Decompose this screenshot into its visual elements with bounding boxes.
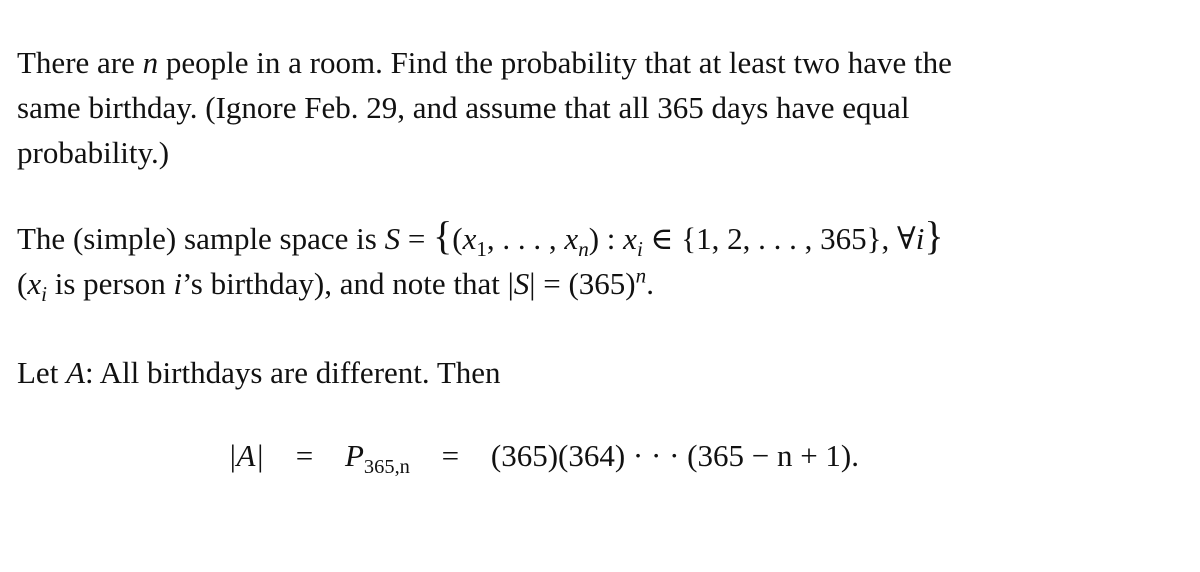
variable-n: n [142, 45, 159, 80]
problem-line-1-b: people in a room. Find the probability that at least two have the [165, 45, 952, 80]
line2-period: . [646, 266, 654, 301]
line2-text-a: is person [54, 266, 166, 301]
open-brace: { [433, 213, 453, 258]
equation-lhs: |A| [228, 438, 264, 473]
line2-variable-S: S [513, 266, 530, 301]
problem-line-1 [17, 45, 952, 80]
event-lead: Let [17, 355, 59, 390]
close-brace: } [924, 213, 944, 258]
tuple-sub-n: n [578, 237, 589, 262]
forall-symbol: ∀ [897, 221, 916, 256]
tuple-dots: , . . . , [486, 221, 557, 256]
line2-xi-sub: i [41, 282, 47, 307]
tuple-x1: x [462, 221, 477, 256]
exponent-n: n [635, 263, 647, 288]
line2-variable-i: i [173, 266, 183, 301]
tuple-colon: ) : [588, 221, 616, 256]
tuple-sub-1: 1 [476, 237, 487, 262]
equation-rhs: (365)(364) · · · (365 − n + 1). [490, 438, 859, 473]
problem-line-2: same birthday. (Ignore Feb. 29, and assume that all 365 days have equal [17, 90, 910, 125]
variable-xi: x [623, 221, 637, 256]
event-definition [17, 350, 1187, 395]
line2-text-b: ’s birthday), and note that | [182, 266, 514, 301]
sample-space-intro: The (simple) sample space is [17, 221, 377, 256]
equals-sign: = [407, 221, 426, 256]
forall-variable: i [915, 221, 925, 256]
variable-S: S [384, 221, 401, 256]
element-of-symbol: ∈ [650, 221, 674, 256]
set-values: {1, 2, . . . , 365}, [681, 221, 890, 256]
display-equation [228, 433, 859, 490]
tuple-xn: x [564, 221, 579, 256]
document-body [17, 40, 1187, 429]
problem-line-3: probability.) [17, 135, 170, 170]
permutation-subscript: 365,n [363, 456, 410, 479]
line2-xi: x [27, 266, 42, 301]
xi-subscript: i [636, 237, 643, 262]
problem-statement [17, 40, 1187, 175]
equation-equals-1: = [295, 438, 314, 473]
sample-space-paragraph: The (simple) sample space is $S = \{(x_1$, . . . , $x_n$) : $x_i$ ∈ {1, 2, . . . , 365}, ∀i} ($x_i$ is person i’s birthday), and note that $|S| = (365)^n$. [17, 213, 944, 307]
permutation-symbol: P [344, 438, 364, 473]
problem-line-1-a: There are [17, 45, 135, 80]
variable-A: A [66, 355, 85, 390]
event-text: : All birthdays are different. Then [85, 355, 501, 390]
equation-equals-2: = [441, 438, 460, 473]
line2-text-c: | = (365) [529, 266, 636, 301]
line2-open-paren: ( [17, 266, 28, 301]
